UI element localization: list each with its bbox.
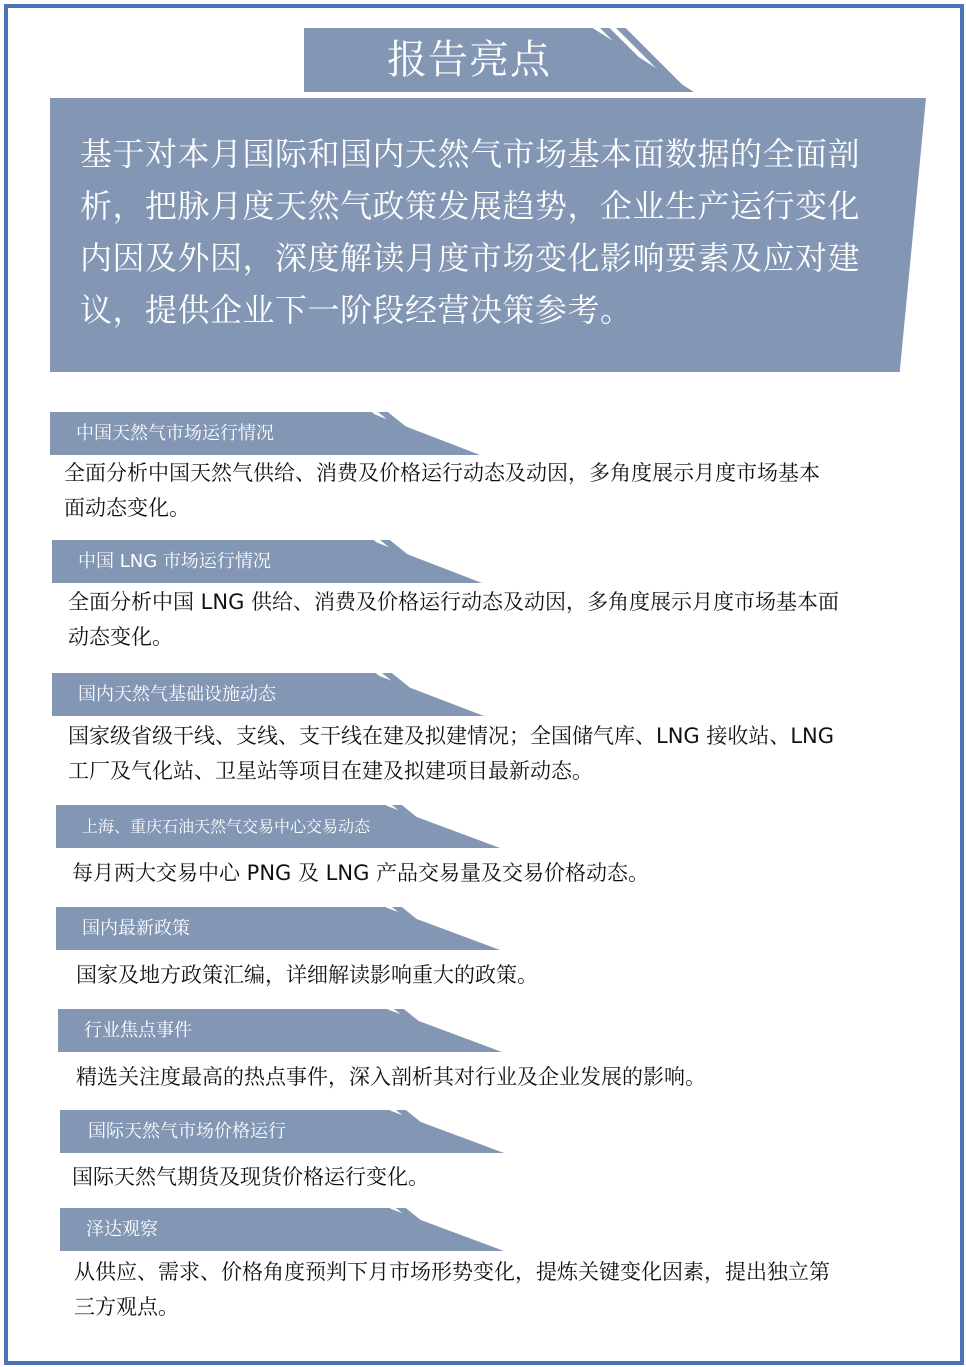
intro-line: 基于对本月国际和国内天然气市场基本面数据的全面剖 xyxy=(80,135,861,173)
section-title: 行业焦点事件 xyxy=(84,1020,192,1041)
section-body xyxy=(68,585,898,655)
section-title: 国内最新政策 xyxy=(82,918,190,939)
section-body-line: 国家级省级干线、支线、支干线在建及拟建情况；全国储气库、LNG 接收站、LNG xyxy=(68,724,835,748)
section-body-line: 工厂及气化站、卫星站等项目在建及拟建项目最新动态。 xyxy=(68,759,593,783)
section-body xyxy=(76,958,906,993)
section-title: 上海、重庆石油天然气交易中心交易动态 xyxy=(82,817,371,836)
section-title: 中国天然气市场运行情况 xyxy=(76,423,274,444)
section-body-line: 精选关注度最高的热点事件，深入剖析其对行业及企业发展的影响。 xyxy=(76,1065,706,1089)
section-body-line: 全面分析中国天然气供给、消费及价格运行动态及动因，多角度展示月度市场基本 xyxy=(64,461,820,485)
intro-line: 析，把脉月度天然气政策发展趋势，企业生产运行变化 xyxy=(80,187,861,225)
section-body xyxy=(72,856,902,891)
section-body-line: 国际天然气期货及现货价格运行变化。 xyxy=(72,1165,429,1189)
section-body xyxy=(74,1255,904,1325)
section-body-line: 从供应、需求、价格角度预判下月市场形势变化，提炼关键变化因素，提出独立第 xyxy=(74,1260,830,1284)
section-body xyxy=(64,456,894,526)
intro-line: 内因及外因，深度解读月度市场变化影响要素及应对建 xyxy=(80,239,861,277)
section-body xyxy=(72,1160,902,1195)
section-body-line: 每月两大交易中心 PNG 及 LNG 产品交易量及交易价格动态。 xyxy=(72,861,650,885)
section-title: 国际天然气市场价格运行 xyxy=(88,1121,286,1142)
intro-line: 议，提供企业下一阶段经营决策参考。 xyxy=(80,291,633,329)
section-body xyxy=(68,719,898,789)
section-body-line: 三方观点。 xyxy=(74,1295,179,1319)
section-title: 国内天然气基础设施动态 xyxy=(78,684,276,705)
section-body-line: 动态变化。 xyxy=(68,625,173,649)
section-body-line: 面动态变化。 xyxy=(64,496,190,520)
section-title: 中国 LNG 市场运行情况 xyxy=(78,551,271,572)
section-body xyxy=(76,1060,906,1095)
section-body-line: 国家及地方政策汇编，详细解读影响重大的政策。 xyxy=(76,963,538,987)
section-title: 泽达观察 xyxy=(86,1219,158,1240)
section-body-line: 全面分析中国 LNG 供给、消费及价格运行动态及动因，多角度展示月度市场基本面 xyxy=(68,590,840,614)
intro-text xyxy=(80,128,885,336)
page-title: 报告亮点 xyxy=(387,37,551,83)
